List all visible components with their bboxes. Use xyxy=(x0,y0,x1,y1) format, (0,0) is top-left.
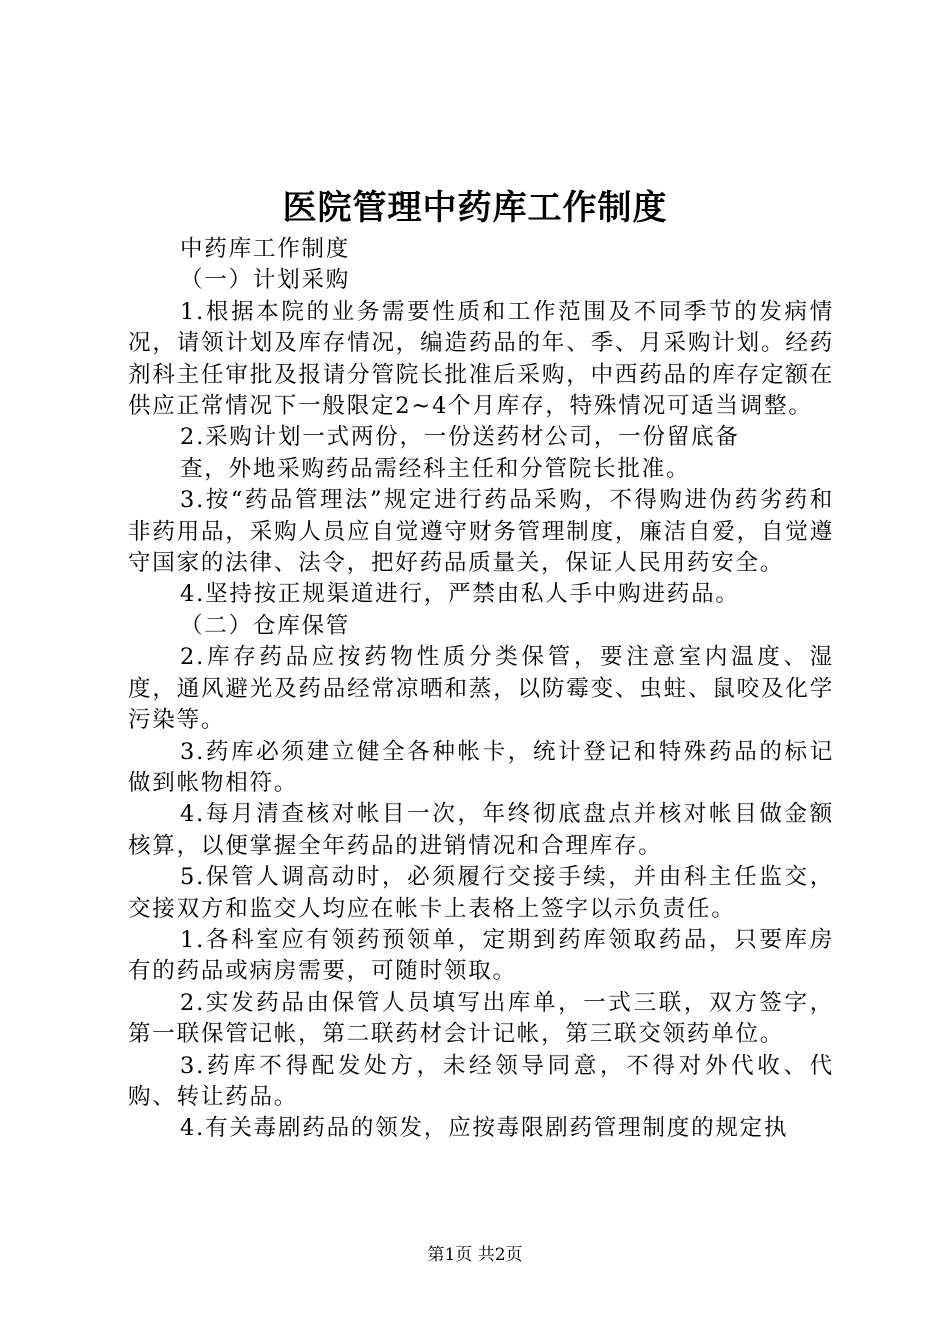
paragraph: 4.每月清查核对帐目一次，年终彻底盘点并核对帐目做金额核算，以便掌握全年药品的进销情况和合理库存。 xyxy=(128,801,834,859)
paragraph: 2.实发药品由保管人员填写出库单，一式三联，双方签字，第一联保管记帐，第二联药材会计记帐，第三联交领药单位。 xyxy=(128,989,834,1048)
paragraph: 中药库工作制度 xyxy=(180,236,351,262)
paragraph: （二）仓库保管 xyxy=(180,612,351,639)
paragraph: 1.各科室应有领药预领单，定期到药库领取药品，只要库房有的药品或病房需要，可随时领取。 xyxy=(128,926,834,985)
paragraph: （一）计划采购 xyxy=(180,267,351,294)
page-footer: 第1页 共2页 xyxy=(427,1245,523,1265)
paragraph: 查，外地采购药品需经科主任和分管院长批准。 xyxy=(180,455,691,482)
paragraph: 3.药库不得配发处方，未经领导同意，不得对外代收、代购、转让药品。 xyxy=(128,1052,834,1110)
paragraph: 4.坚持按正规渠道进行，严禁由私人手中购进药品。 xyxy=(180,581,740,608)
paragraph: 3.药库必须建立健全各种帐卡，统计登记和特殊药品的标记做到帐物相符。 xyxy=(128,738,834,796)
paragraph: 2.库存药品应按药物性质分类保管，要注意室内温度、湿度，通风避光及药品经常凉晒和蒸，以防霉变、虫蛀、鼠咬及化学污染等。 xyxy=(128,644,834,734)
paragraph: 1.根据本院的业务需要性质和工作范围及不同季节的发病情况，请领计划及库存情况，编造药品的年、季、月采购计划。经药剂科主任审批及报请分管院长批准后采购，中西药品的库存定额在供应正常情况下一般限定2~4个月库存，特殊情况可适当调整。 xyxy=(128,298,834,420)
paragraph: 2.采购计划一式两份，一份送药材公司，一份留底备 xyxy=(180,424,740,451)
paragraph: 4.有关毒剧药品的领发，应按毒限剧药管理制度的规定执 xyxy=(180,1115,789,1142)
document-body xyxy=(128,234,834,1145)
paragraph: 5.保管人调高动时，必须履行交接手续，并由科主任监交，交接双方和监交人均应在帐卡上表格上签字以示负责任。 xyxy=(128,864,834,922)
document-title: 医院管理中药库工作制度 xyxy=(282,188,668,228)
paragraph: 3.按“药品管理法”规定进行药品采购，不得购进伪药劣药和非药用品，采购人员应自觉遵守财务管理制度，廉洁自爱，自觉遵守国家的法律、法令，把好药品质量关，保证人民用药安全。 xyxy=(128,487,834,577)
